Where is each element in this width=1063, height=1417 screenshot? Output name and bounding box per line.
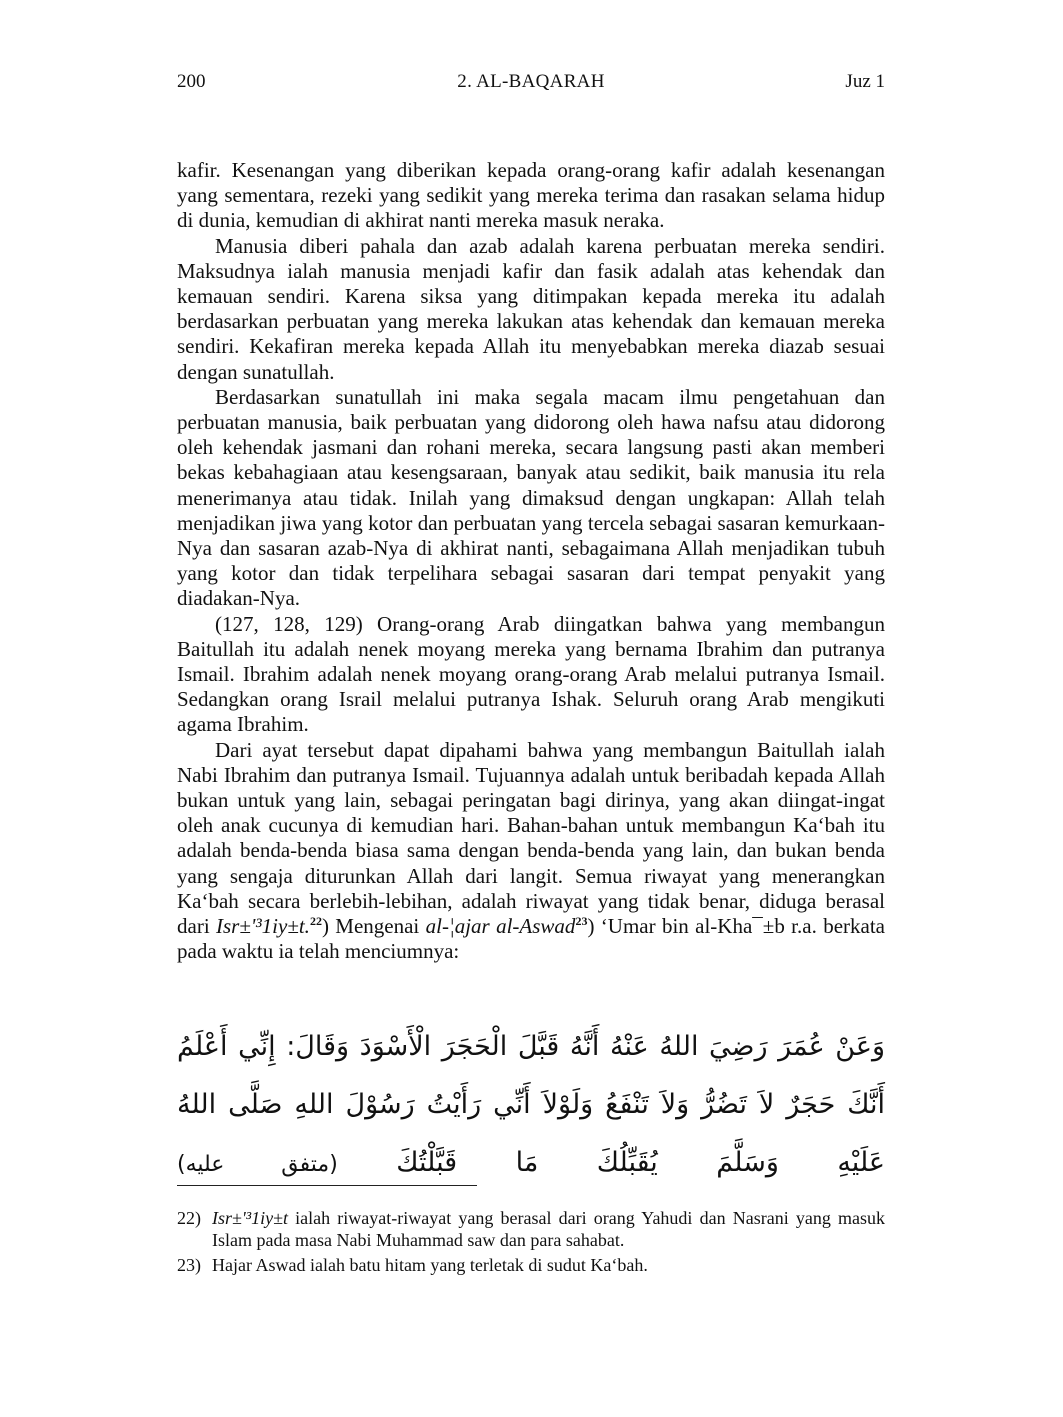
footnote-23	[177, 1254, 885, 1276]
running-header	[177, 70, 885, 96]
footnote-divider	[177, 1185, 477, 1186]
paragraph-5-text-b: ) Mengenai	[321, 914, 426, 939]
paragraph-3: Berdasarkan sunatullah ini maka segala macam ilmu pengetahuan dan perbuatan manusia, baik perbuatan yang didorong oleh hawa nafsu atau didorong oleh kehendak jasmani dan rohani mereka, secara langsung pasti akan memberi bekas kebahagiaan atau kesengsaraan, banyak atau sedikit, baik manusia itu rela menerimanya atau tidak. Inilah yang dimaksud dengan ungkapan: Allah telah menjadikan jiwa yang kotor dan perbuatan yang tercela sebagai sasaran kemurkaan-Nya dan sasaran azab-Nya di akhirat nanti, sebagaimana Allah menjadikan tubuh yang kotor dan tidak terpelihara sebagai sasaran dari tempat penyakit yang diadakan-Nya.	[177, 384, 885, 611]
footnote-text: Hajar Aswad ialah batu hitam yang terletak di sudut Ka‘bah.	[212, 1255, 648, 1275]
hadith-arabic	[177, 1018, 885, 1194]
footnotes	[177, 1207, 885, 1279]
hadith-source: (متفق عليه)	[177, 1152, 338, 1177]
paragraph-5	[177, 738, 885, 965]
footnote-ref-22[interactable]: 22	[309, 914, 322, 929]
footnote-number: 23)	[177, 1255, 201, 1275]
term-hajar-aswad: al-¦ajar al-Aswad	[425, 914, 576, 939]
paragraph-5-text-a: Dari ayat tersebut dapat dipahami bahwa yang membangun Baitullah ialah Nabi Ibrahim dan putranya Ismail. Tujuannya adalah untuk beribadah kepada Allah bukan untuk yang lain, sebagai peringatan bagi dirinya, yang akan diingat-ingat oleh anak cucunya di kemudian hari. Bahan-bahan untuk membangun Ka‘bah itu adalah benda-benda biasa sama dengan benda-benda yang lain, dan bukan benda yang sengaja diturunkan Allah dari langit. Semua riwayat yang menerangkan Ka‘bah secara berlebih-lebihan, adalah riwayat yang tidak benar, diduga berasal dari	[177, 737, 885, 939]
juz-label: Juz 1	[845, 71, 885, 92]
paragraph-4: (127, 128, 129) Orang-orang Arab diingatkan bahwa yang membangun Baitullah itu adalah nenek moyang mereka yang bernama Ibrahim dan putranya Ismail. Ibrahim adalah nenek moyang orang-orang Arab melalui putranya Ismail. Sedangkan orang Israil melalui putranya Ishak. Seluruh orang Arab mengikuti agama Ibrahim.	[177, 611, 885, 737]
main-text	[177, 158, 885, 965]
footnote-22	[177, 1207, 885, 1251]
paragraph-2: Manusia diberi pahala dan azab adalah karena perbuatan mereka sendiri. Maksudnya ialah manusia menjadi kafir dan fasik adalah atas kehendak dan kemauan sendiri. Karena siksa yang ditimpakan kepada mereka itu adalah berdasarkan perbuatan yang mereka lakukan atas kehendak dan kemauan mereka sendiri. Kekafiran mereka kepada Allah itu menyebabkan mereka diazab sesuai dengan sunatullah.	[177, 233, 885, 384]
term-israiliyat: Isr±'³1iy±t.	[216, 914, 310, 939]
footnote-number: 22)	[177, 1208, 201, 1228]
hadith-text: وَعَنْ عُمَرَ رَضِيَ اللهُ عَنْهُ أَنَّهُ قَبَّلَ الْحَجَرَ الْأَسْوَدَ وَقَالَ: إِنِّي أَعْلَمُ أَنَّكَ حَجَرٌ لاَ تَضُرُّ وَلاَ تَنْفَعُ وَلَوْلاَ أَنِّي رَأَيْتُ رَسُوْلَ اللهِ صَلَّى اللهُ عَلَيْهِ وَسَلَّمَ يُقَبِّلُكَ مَا قَبَّلْتُكَ	[177, 1031, 886, 1178]
footnote-term: Isr±'³1iy±t	[212, 1208, 288, 1228]
footnote-ref-23[interactable]: 23	[575, 914, 588, 929]
chapter-title: 2. AL-BAQARAH	[457, 71, 605, 92]
page-number: 200	[177, 71, 206, 92]
paragraph-1: kafir. Kesenangan yang diberikan kepada orang-orang kafir adalah kesenangan yang sementara, rezeki yang sedikit yang mereka terima dan rasakan selama hidup di dunia, kemudian di akhirat nanti mereka masuk neraka.	[177, 158, 885, 233]
footnote-text: ialah riwayat-riwayat yang berasal dari orang Yahudi dan Nasrani yang masuk Islam pada masa Nabi Muhammad saw dan para sahabat.	[212, 1208, 885, 1250]
paragraph-5-text-c: ) ‘Umar bin al-Kha¯±b r.a. berkata pada waktu ia telah menciumnya:	[177, 914, 885, 964]
